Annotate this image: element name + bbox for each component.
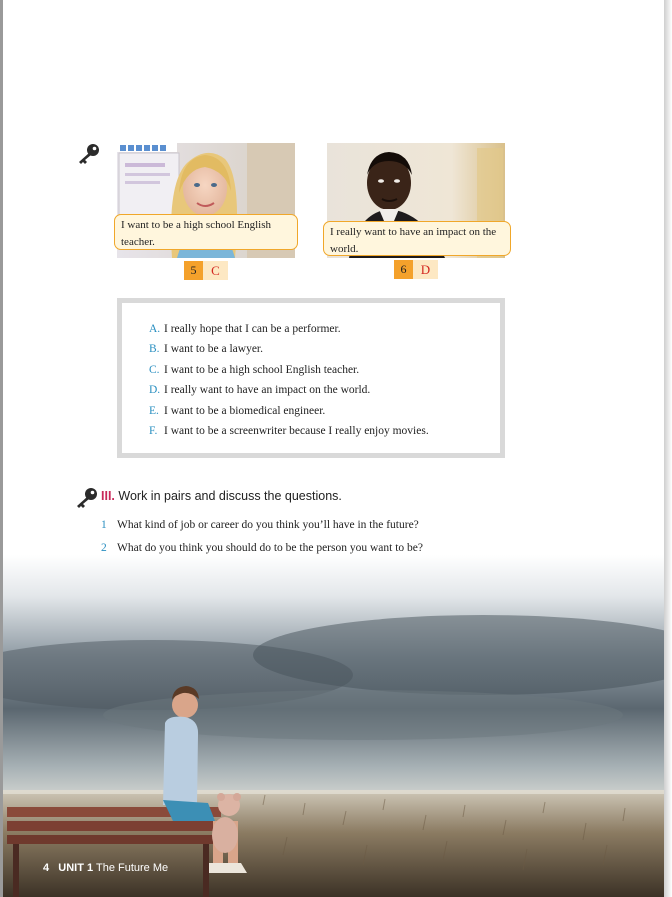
answer-letter: D	[413, 260, 438, 279]
speech-bubble-6	[323, 221, 511, 256]
option-item	[149, 343, 263, 355]
option-item	[149, 323, 341, 335]
option-item	[149, 425, 429, 437]
photo-card-6	[327, 143, 507, 283]
option-text: I want to be a biomedical engineer.	[164, 405, 326, 417]
question-text: What do you think you should do to be the person you want to be?	[117, 542, 423, 554]
option-letter: E.	[149, 405, 159, 417]
option-letter: D.	[149, 384, 161, 396]
question-item	[101, 542, 423, 554]
option-item	[149, 364, 359, 376]
answer-letter: C	[203, 261, 228, 280]
option-item	[149, 384, 370, 396]
speech-bubble-5	[114, 214, 298, 250]
option-letter: C.	[149, 364, 160, 376]
question-text: What kind of job or career do you think you’ll have in the future?	[117, 519, 419, 531]
question-number: 1	[101, 519, 107, 531]
option-text: I want to be a lawyer.	[164, 343, 263, 355]
section-title-text: Work in pairs and discuss the questions.	[118, 489, 342, 503]
option-letter: F.	[149, 425, 158, 437]
option-letter: B.	[149, 343, 160, 355]
option-text: I really hope that I can be a performer.	[164, 323, 341, 335]
boy-on-bench-photo	[3, 555, 664, 897]
option-letter: A.	[149, 323, 161, 335]
page-number: 4	[43, 862, 50, 874]
unit-title: The Future Me	[96, 862, 169, 874]
item-number: 5	[184, 261, 203, 280]
answer-tag-6	[394, 260, 438, 279]
question-number: 2	[101, 542, 107, 554]
options-box	[117, 298, 505, 458]
speech-text-6: I really want to have an impact on the world.	[330, 226, 497, 255]
unit-label: UNIT 1	[58, 862, 94, 874]
item-number: 6	[394, 260, 413, 279]
page-edge-shadow	[664, 0, 672, 897]
question-item	[101, 519, 419, 531]
key-icon	[77, 143, 101, 165]
option-text: I want to be a high school English teacher.	[164, 364, 360, 376]
section-heading	[101, 489, 342, 503]
key-icon	[75, 487, 99, 509]
speech-text-5: I want to be a high school English teacher.	[121, 219, 272, 248]
photo-card-5	[117, 143, 297, 283]
option-text: I want to be a screenwriter because I really enjoy movies.	[164, 425, 429, 437]
option-item	[149, 405, 325, 417]
answer-tag-5	[184, 261, 228, 280]
page-footer	[43, 862, 168, 874]
section-numeral: III.	[101, 489, 115, 503]
option-text: I really want to have an impact on the world.	[164, 384, 371, 396]
